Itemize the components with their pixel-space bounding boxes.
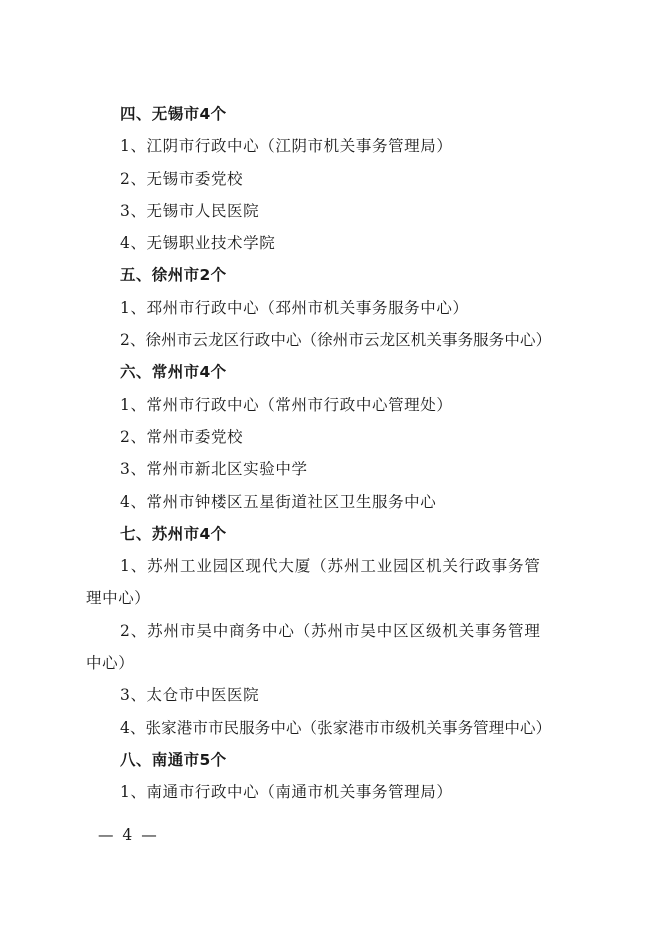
list-item: 3、无锡市人民医院: [120, 201, 260, 220]
list-item: 3、常州市新北区实验中学: [120, 460, 308, 479]
list-item: 1、南通市行政中心（南通市机关事务管理局）: [120, 783, 453, 802]
list-item: 3、太仓市中医医院: [120, 686, 260, 705]
section-heading-xuzhou: 五、徐州市2个: [120, 266, 227, 285]
list-item: 1、江阴市行政中心（江阴市机关事务管理局）: [120, 137, 453, 156]
section-heading-changzhou: 六、常州市4个: [120, 363, 227, 382]
section-heading-nantong: 八、南通市5个: [120, 750, 227, 769]
list-item: 1、常州市行政中心（常州市行政中心管理处）: [120, 395, 453, 414]
list-item: 2、无锡市委党校: [120, 169, 244, 188]
list-item: 2、常州市委党校: [120, 427, 244, 446]
page-number: — 4 —: [98, 826, 159, 844]
list-item: 4、张家港市市民服务中心（张家港市市级机关事务管理中心）: [120, 718, 552, 737]
list-item-continuation: 中心）: [86, 654, 135, 673]
list-item: 1、苏州工业园区现代大厦（苏州工业园区机关行政事务管: [120, 557, 541, 576]
section-heading-suzhou: 七、苏州市4个: [120, 524, 227, 543]
list-item: 4、常州市钟楼区五星街道社区卫生服务中心: [120, 492, 437, 511]
list-item-continuation: 理中心）: [86, 589, 151, 608]
section-heading-wuxi: 四、无锡市4个: [120, 105, 227, 123]
document-body: [86, 98, 586, 809]
list-item: 1、邳州市行政中心（邳州市机关事务服务中心）: [120, 298, 469, 317]
list-item: 4、无锡职业技术学院: [120, 234, 276, 253]
list-item: 2、苏州市吴中商务中心（苏州市吴中区区级机关事务管理: [120, 621, 541, 640]
list-item: 2、徐州市云龙区行政中心（徐州市云龙区机关事务服务中心）: [120, 331, 552, 350]
